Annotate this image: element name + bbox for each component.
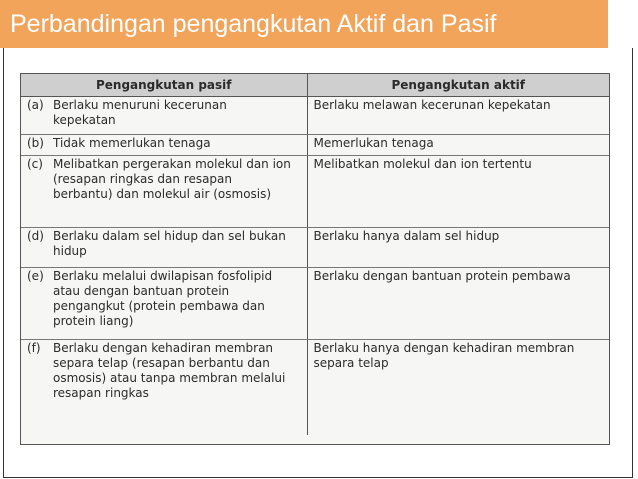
row-label: (c) [27,157,43,171]
cell-active: Berlaku hanya dengan kehadiran membran separa telap [307,340,609,435]
table-row [21,268,609,340]
header-active: Pengangkutan aktif [307,74,609,97]
passive-text: Melibatkan pergerakan molekul dan ion (resapan ringkas dan resapan berbantu) dan molekul air (osmosis) [53,157,291,201]
cell-passive [21,340,307,435]
row-label: (b) [27,136,44,150]
table-row [21,340,609,435]
title-bar [0,0,608,48]
table-row [21,135,609,156]
row-label: (f) [27,341,41,355]
row-label: (e) [27,269,44,283]
table-row [21,228,609,268]
table-row [21,97,609,135]
cell-passive [21,156,307,228]
passive-text: Berlaku melalui dwilapisan fosfolipid atau dengan bantuan protein pengangkut (protein pembawa dan protein liang) [53,269,273,328]
header-passive: Pengangkutan pasif [21,74,307,97]
row-label: (d) [27,229,44,243]
table-row [21,156,609,228]
cell-passive [21,228,307,268]
comparison-table [21,74,609,435]
row-label: (a) [27,98,44,112]
cell-active: Berlaku dengan bantuan protein pembawa [307,268,609,340]
comparison-table-image [20,73,610,445]
passive-text: Berlaku dengan kehadiran membran separa telap (resapan berbantu dan osmosis) atau tanpa membran melalui resapan ringkas [53,341,286,400]
cell-active: Memerlukan tenaga [307,135,609,156]
slide-title: Perbandingan pengangkutan Aktif dan Pasif [10,9,497,38]
passive-text: Berlaku menuruni kecerunan kepekatan [53,98,227,127]
cell-passive [21,268,307,340]
cell-active: Berlaku hanya dalam sel hidup [307,228,609,268]
table-header-row [21,74,609,97]
cell-passive [21,135,307,156]
passive-text: Berlaku dalam sel hidup dan sel bukan hidup [53,229,286,258]
cell-passive [21,97,307,135]
cell-active: Melibatkan molekul dan ion tertentu [307,156,609,228]
cell-active: Berlaku melawan kecerunan kepekatan [307,97,609,135]
passive-text: Tidak memerlukan tenaga [53,136,211,150]
